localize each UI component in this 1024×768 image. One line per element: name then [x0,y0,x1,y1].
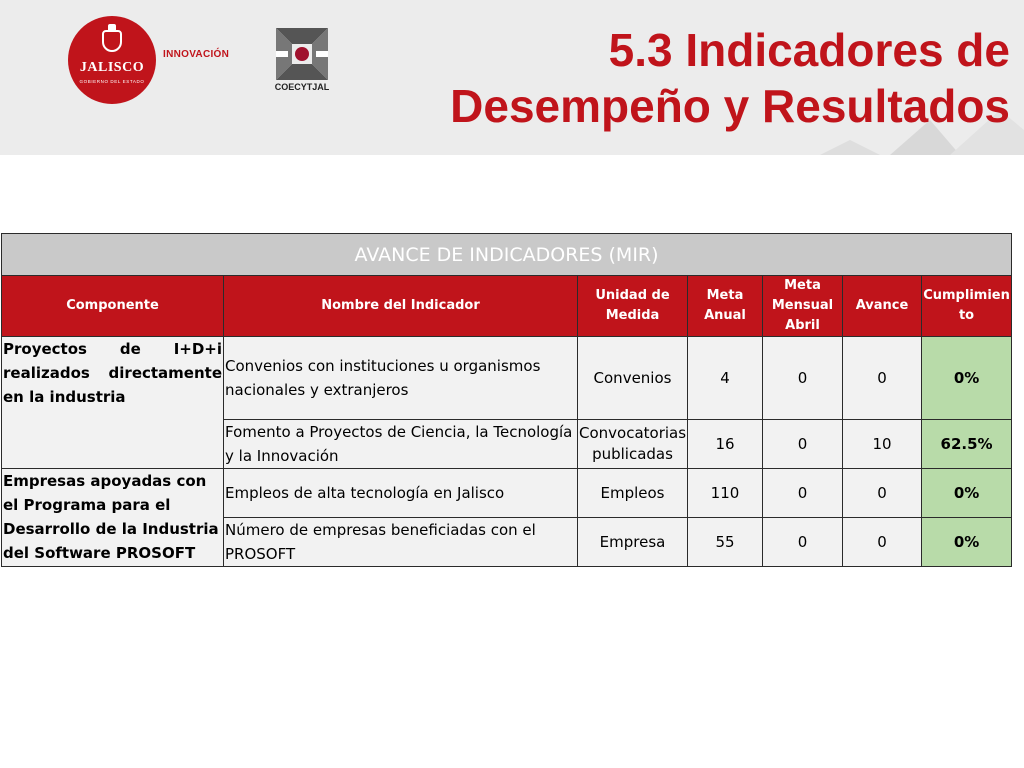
unidad-cell: Empleos [578,469,688,518]
header-banner [0,0,1024,155]
col-header-meta-anual: Meta Anual [688,276,763,337]
meta-anual-cell: 4 [688,337,763,420]
meta-mensual-cell: 0 [763,337,843,420]
nombre-cell: Fomento a Proyectos de Ciencia, la Tecnología y la Innovación [224,420,578,469]
page-title [450,22,1010,134]
table-header-row [2,276,1012,337]
cumplimiento-cell: 0% [922,469,1012,518]
coecytjal-logo-icon [274,26,330,82]
col-header-cumplimiento: Cumplimiento [922,276,1012,337]
avance-cell: 10 [843,420,922,469]
unidad-cell: Convocatorias publicadas [578,420,688,469]
table-caption: AVANCE DE INDICADORES (MIR) [2,234,1012,276]
table-row [2,469,1012,518]
jalisco-logo-subtitle: GOBIERNO DEL ESTADO [79,79,145,84]
page-title-line-1: 5.3 Indicadores de [608,24,1010,76]
meta-mensual-cell: 0 [763,420,843,469]
cumplimiento-cell: 62.5% [922,420,1012,469]
mir-indicators-table [1,233,1012,567]
page-title-line-2: Desempeño y Resultados [450,80,1010,132]
componente-cell: Proyectos de I+D+i realizados directamente en la industria [2,337,224,469]
col-header-meta-mensual: Meta Mensual Abril [763,276,843,337]
coecytjal-label: COECYTJAL [274,82,330,92]
meta-anual-cell: 16 [688,420,763,469]
col-header-componente: Componente [2,276,224,337]
nombre-cell: Número de empresas beneficiadas con el PROSOFT [224,518,578,567]
table-row [2,337,1012,420]
unidad-cell: Empresa [578,518,688,567]
jalisco-logo [68,16,156,104]
jalisco-logo-name: JALISCO [79,60,145,75]
innovacion-label: INNOVACIÓN [163,49,230,60]
avance-cell: 0 [843,469,922,518]
nombre-cell: Convenios con instituciones u organismos nacionales y extranjeros [224,337,578,420]
col-header-unidad: Unidad de Medida [578,276,688,337]
avance-cell: 0 [843,337,922,420]
meta-anual-cell: 55 [688,518,763,567]
cumplimiento-cell: 0% [922,518,1012,567]
unidad-cell: Convenios [578,337,688,420]
componente-cell: Empresas apoyadas con el Programa para el Desarrollo de la Industria del Software PROSOFT [2,469,224,567]
col-header-nombre: Nombre del Indicador [224,276,578,337]
nombre-cell: Empleos de alta tecnología en Jalisco [224,469,578,518]
meta-mensual-cell: 0 [763,518,843,567]
crest-icon [102,30,122,52]
col-header-avance: Avance [843,276,922,337]
meta-anual-cell: 110 [688,469,763,518]
meta-mensual-cell: 0 [763,469,843,518]
avance-cell: 0 [843,518,922,567]
cumplimiento-cell: 0% [922,337,1012,420]
